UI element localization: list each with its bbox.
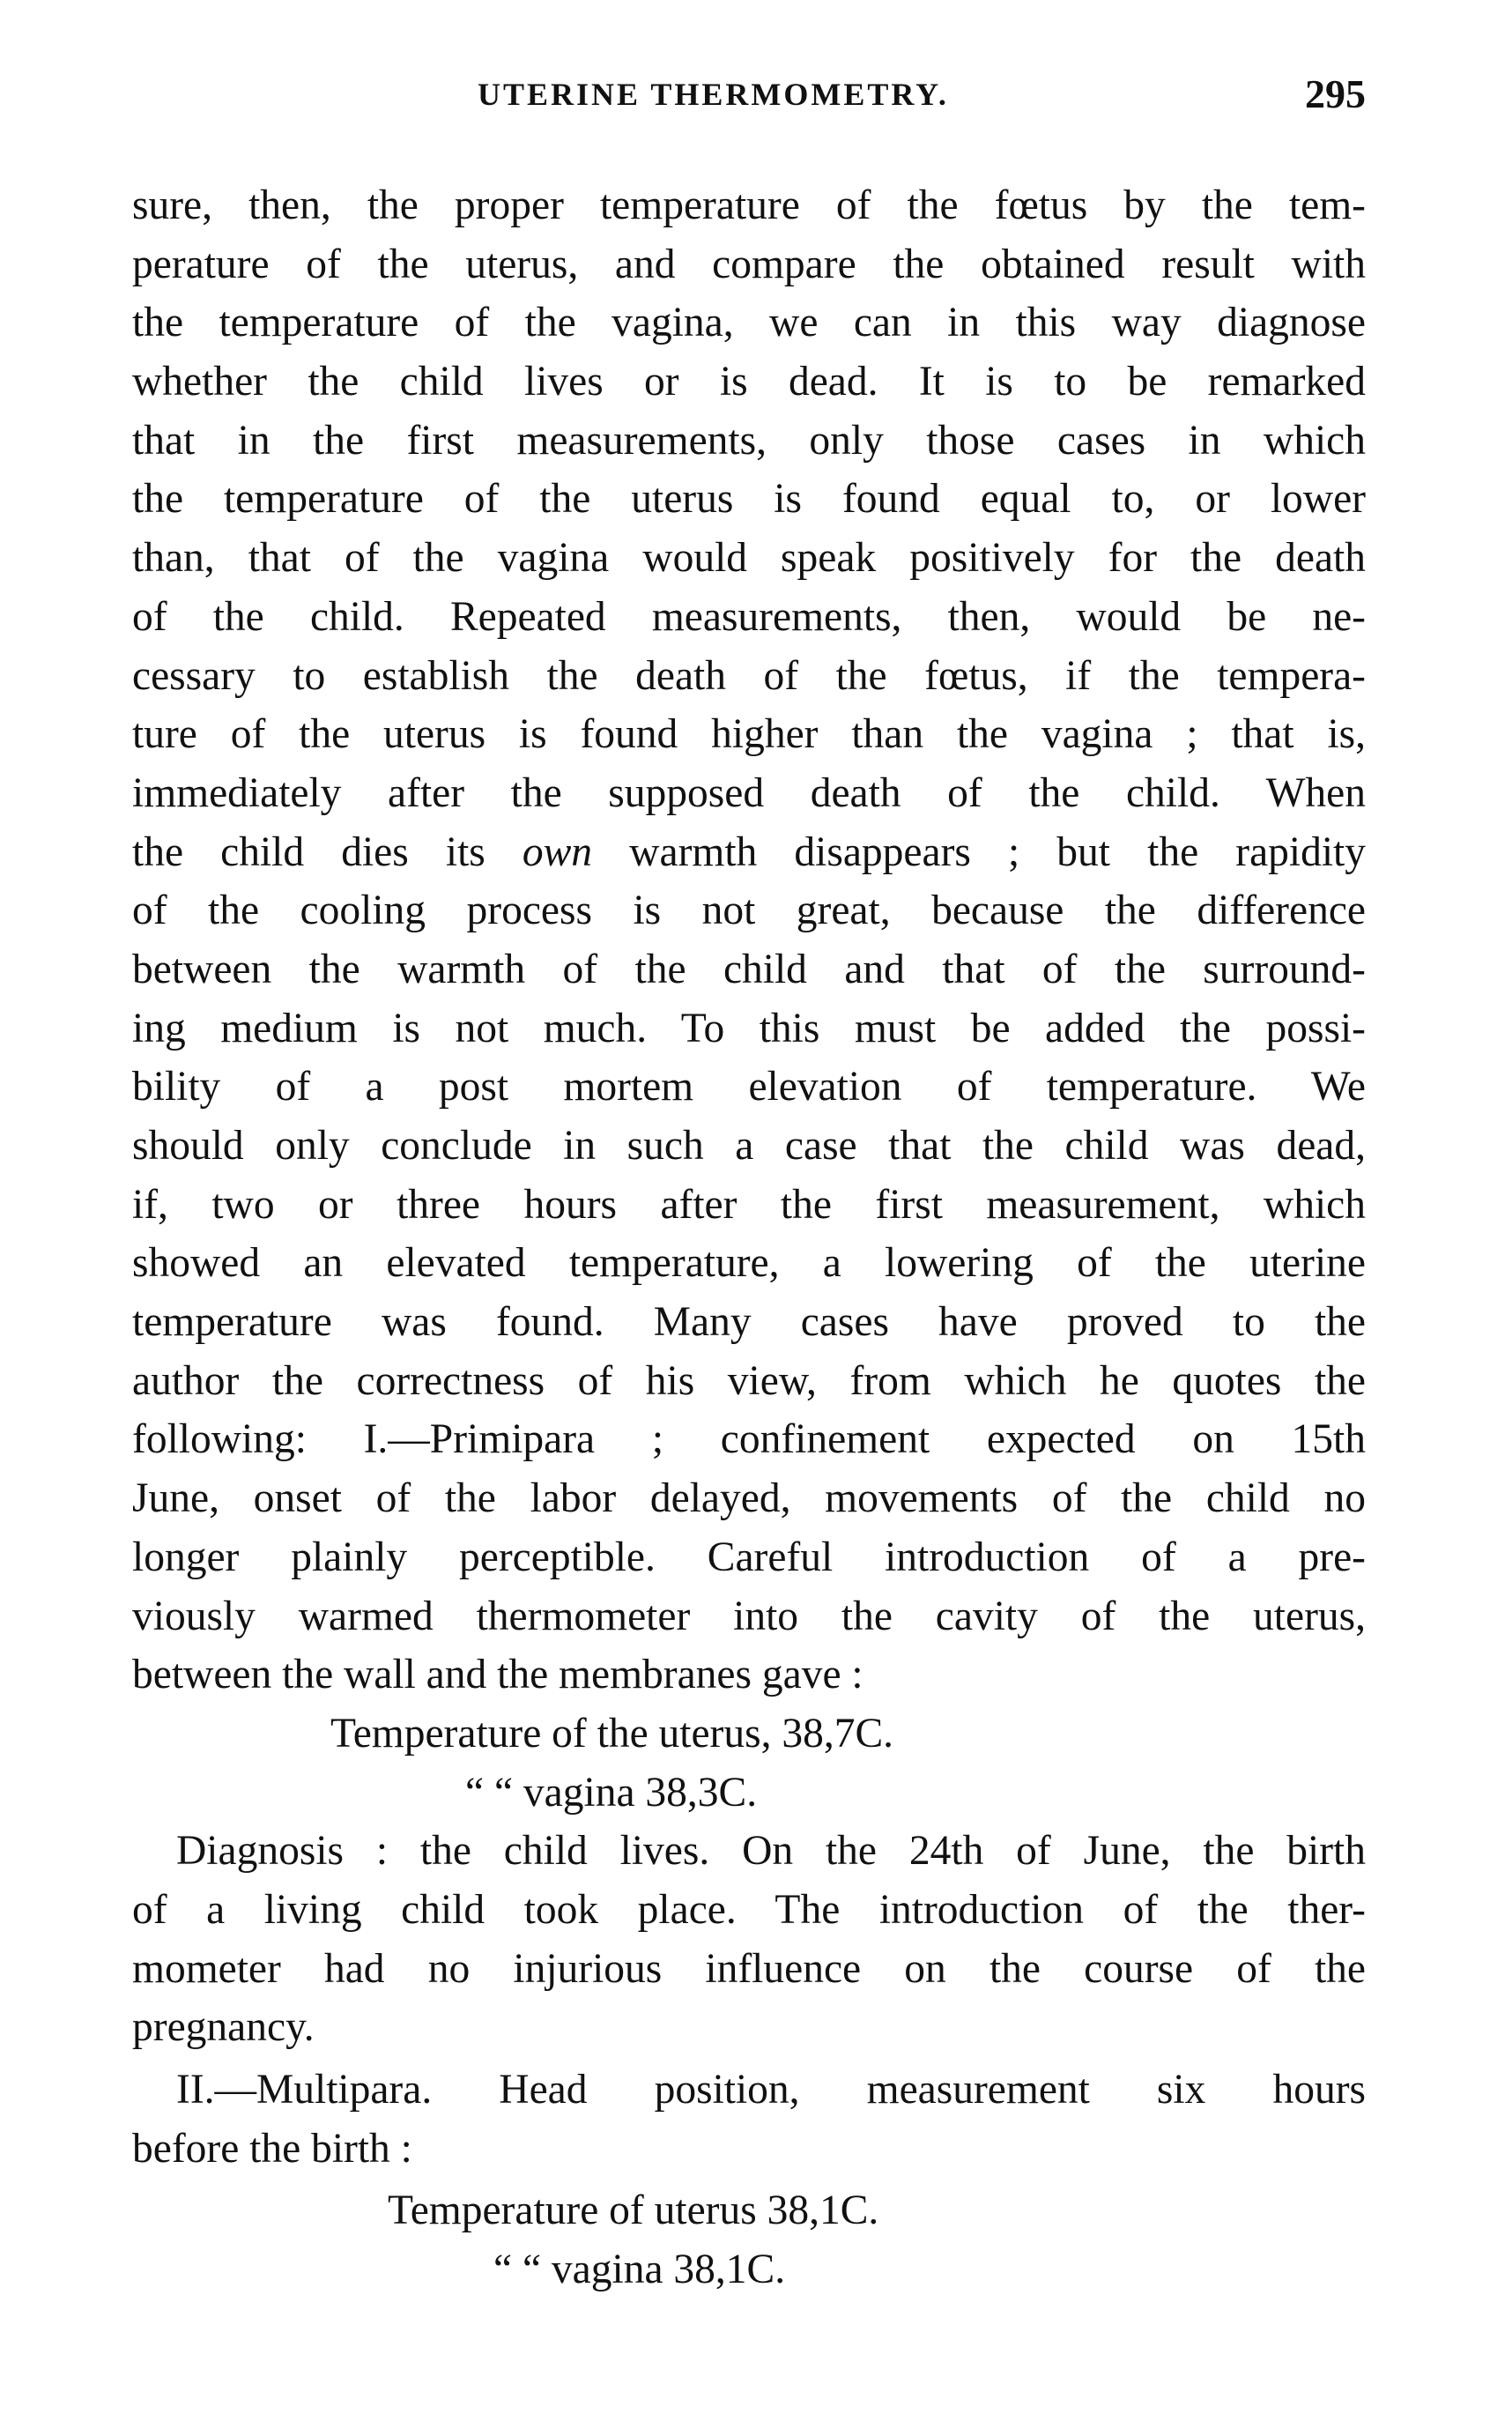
text-line: of the cooling process is not great, because the difference bbox=[132, 888, 1366, 934]
temperature-reading-vagina: “ “ vagina 38,1C. bbox=[493, 2247, 786, 2293]
text-line: perature of the uterus, and compare the obtained result with bbox=[132, 241, 1366, 287]
text-line-with-italic bbox=[132, 823, 1366, 882]
text-line: pregnancy. bbox=[132, 2004, 315, 2051]
italic-word: own bbox=[522, 828, 593, 875]
text-line: sure, then, the proper temperature of the fœtus by the tem- bbox=[132, 182, 1366, 228]
text-fragment: warmth disappears ; but the rapidity bbox=[592, 828, 1367, 875]
text-line: between the wall and the membranes gave : bbox=[132, 1652, 863, 1698]
text-line: if, two or three hours after the first measurement, which bbox=[132, 1181, 1366, 1228]
text-line: whether the child lives or is dead. It is to be remarked bbox=[132, 359, 1366, 405]
text-line: ing medium is not much. To this must be added the possi- bbox=[132, 1005, 1366, 1051]
text-line: showed an elevated temperature, a lowering of the uterine bbox=[132, 1240, 1366, 1287]
text-line: than, that of the vagina would speak positively for the death bbox=[132, 535, 1366, 582]
text-line: between the warmth of the child and that of the surround- bbox=[132, 946, 1366, 992]
page-number: 295 bbox=[1305, 71, 1366, 116]
text-line: should only conclude in such a case that the child was dead, bbox=[132, 1123, 1366, 1169]
text-line: temperature was found. Many cases have proved to the bbox=[132, 1299, 1366, 1346]
text-line: of the child. Repeated measurements, then, would be ne- bbox=[132, 593, 1366, 640]
text-line: the temperature of the vagina, we can in this way diagnose bbox=[132, 300, 1366, 346]
text-line: that in the first measurements, only those cases in which bbox=[132, 417, 1366, 464]
text-line: June, onset of the labor delayed, movements of the child no bbox=[132, 1475, 1366, 1522]
temperature-reading-uterus: Temperature of uterus 38,1C. bbox=[388, 2187, 879, 2234]
text-line: ture of the uterus is found higher than the vagina ; that is, bbox=[132, 711, 1366, 758]
text-line: following: I.—Primipara ; confinement expected on 15th bbox=[132, 1416, 1366, 1463]
text-line: before the birth : bbox=[132, 2125, 412, 2172]
temperature-reading-uterus: Temperature of the uterus, 38,7C. bbox=[330, 1710, 894, 1757]
text-line: of a living child took place. The introduction of the ther- bbox=[132, 1886, 1366, 1933]
text-line: viously warmed thermometer into the cavity of the uterus, bbox=[132, 1593, 1366, 1639]
text-line: longer plainly perceptible. Careful introduction of a pre- bbox=[132, 1534, 1366, 1580]
text-line: cessary to establish the death of the fœtus, if the tempera- bbox=[132, 652, 1366, 699]
text-line: II.—Multipara. Head position, measurement six hours bbox=[176, 2067, 1366, 2113]
body-text bbox=[132, 176, 1366, 2299]
text-line: mometer had no injurious influence on the course of the bbox=[132, 1945, 1366, 1992]
running-title: UTERINE THERMOMETRY. bbox=[478, 77, 949, 112]
text-line: immediately after the supposed death of the child. When bbox=[132, 769, 1366, 816]
text-line: author the correctness of his view, from which he quotes the bbox=[132, 1357, 1366, 1404]
running-head bbox=[132, 71, 1366, 129]
text-line: the temperature of the uterus is found equal to, or lower bbox=[132, 476, 1366, 523]
text-line: Diagnosis : the child lives. On the 24th of June, the birth bbox=[176, 1828, 1366, 1875]
text-fragment: the child dies its bbox=[132, 828, 523, 875]
temperature-reading-vagina: “ “ vagina 38,3C. bbox=[465, 1769, 758, 1816]
text-line: bility of a post mortem elevation of temperature. We bbox=[132, 1064, 1366, 1110]
